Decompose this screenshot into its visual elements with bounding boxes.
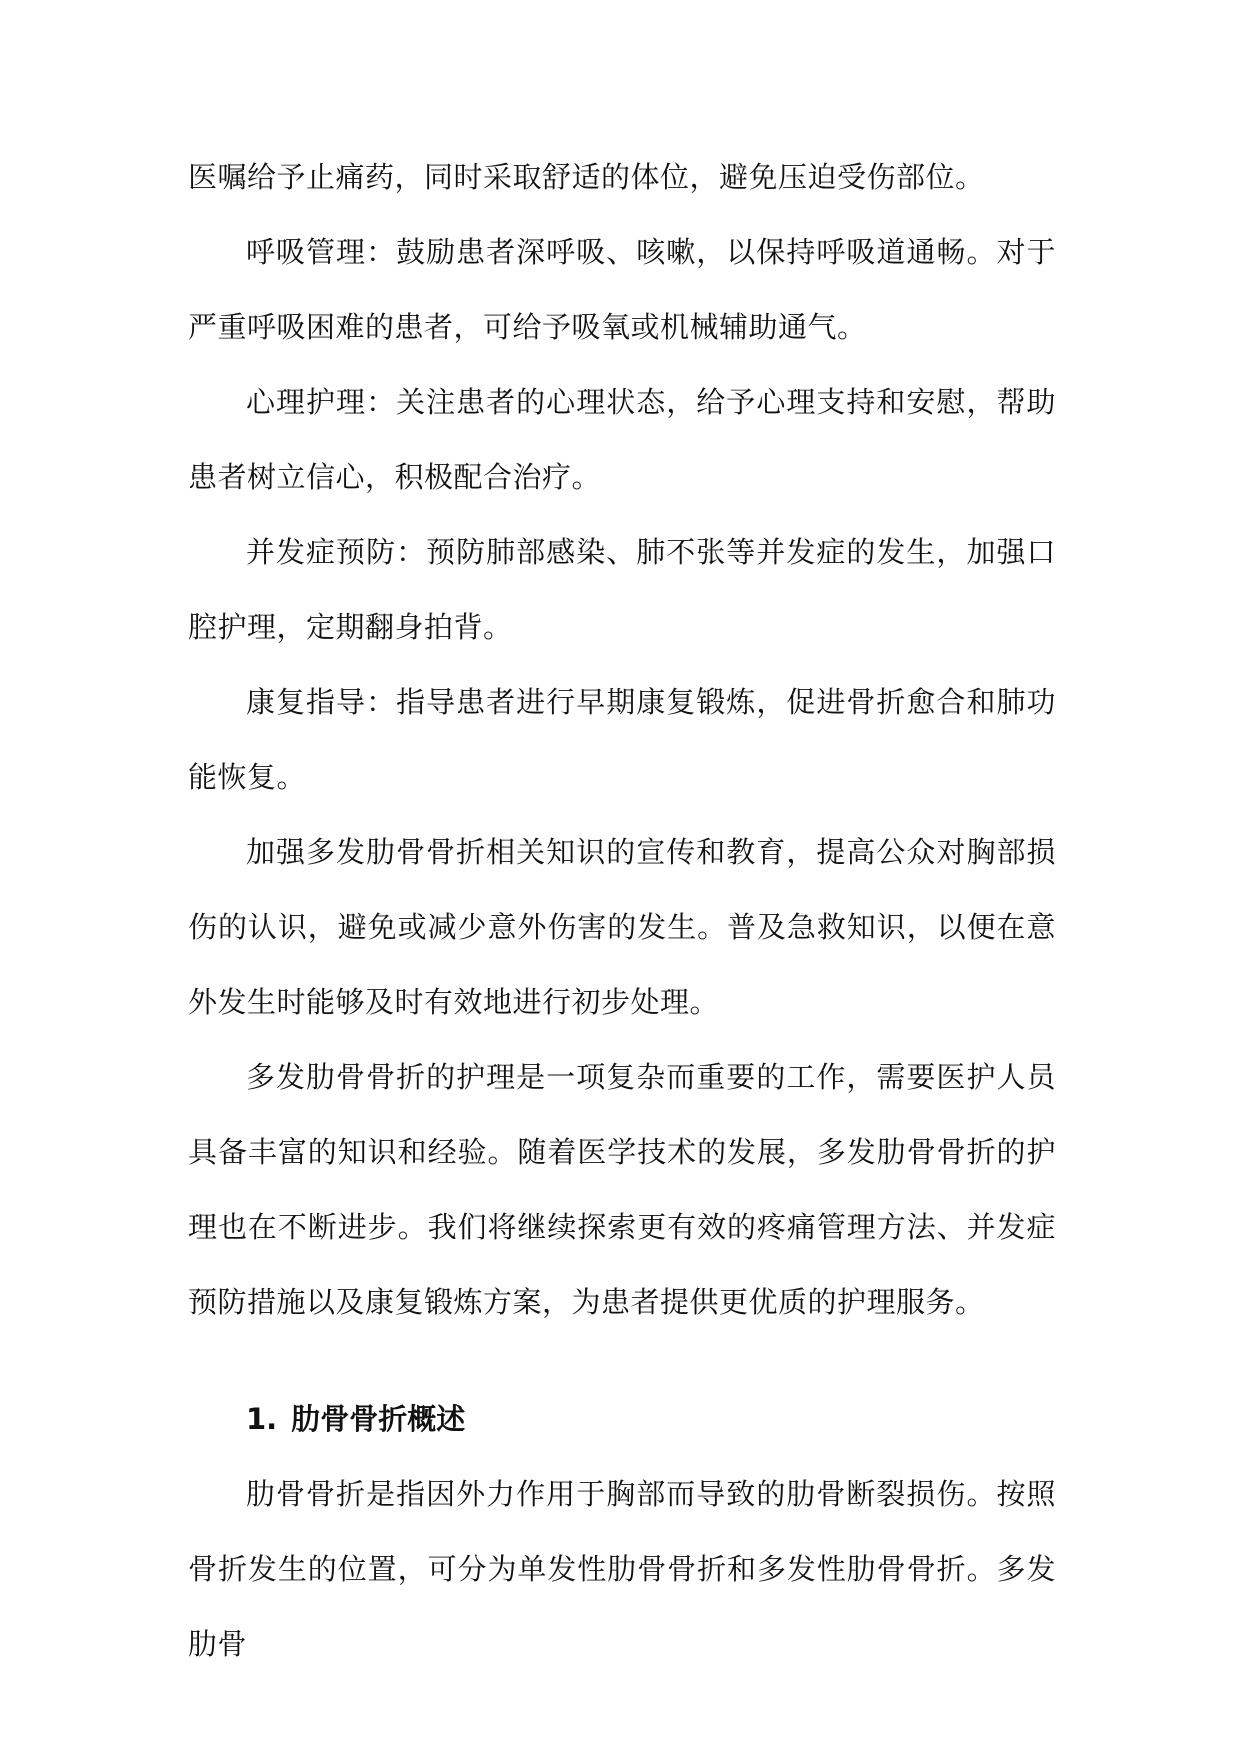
paragraph-rehabilitation-guidance: 康复指导：指导患者进行早期康复锻炼，促进骨折愈合和肺功能恢复。 xyxy=(188,685,1056,794)
section-heading xyxy=(188,1382,1056,1457)
paragraph-complication-prevention: 并发症预防：预防肺部感染、肺不张等并发症的发生，加强口腔护理，定期翻身拍背。 xyxy=(188,535,1056,644)
section-number: 1. xyxy=(246,1402,278,1436)
document-page xyxy=(188,140,1056,1682)
section-title: 肋骨骨折概述 xyxy=(291,1402,466,1436)
paragraph-continuation: 医嘱给予止痛药，同时采取舒适的体位，避免压迫受伤部位。 xyxy=(188,160,985,194)
paragraph-rib-fracture-overview: 肋骨骨折是指因外力作用于胸部而导致的肋骨断裂损伤。按照骨折发生的位置，可分为单发性肋骨骨折和多发性肋骨骨折。多发肋骨 xyxy=(188,1477,1056,1661)
paragraph-respiratory-management: 呼吸管理：鼓励患者深呼吸、咳嗽，以保持呼吸道通畅。对于严重呼吸困难的患者，可给予吸氧或机械辅助通气。 xyxy=(188,235,1056,344)
paragraph-summary: 多发肋骨骨折的护理是一项复杂而重要的工作，需要医护人员具备丰富的知识和经验。随着医学技术的发展，多发肋骨骨折的护理也在不断进步。我们将继续探索更有效的疼痛管理方法、并发症预防措施以及康复锻炼方案，为患者提供更优质的护理服务。 xyxy=(188,1060,1056,1319)
paragraph-psychological-care: 心理护理：关注患者的心理状态，给予心理支持和安慰，帮助患者树立信心，积极配合治疗。 xyxy=(188,385,1056,494)
paragraph-education: 加强多发肋骨骨折相关知识的宣传和教育，提高公众对胸部损伤的认识，避免或减少意外伤害的发生。普及急救知识，以便在意外发生时能够及时有效地进行初步处理。 xyxy=(188,835,1056,1019)
